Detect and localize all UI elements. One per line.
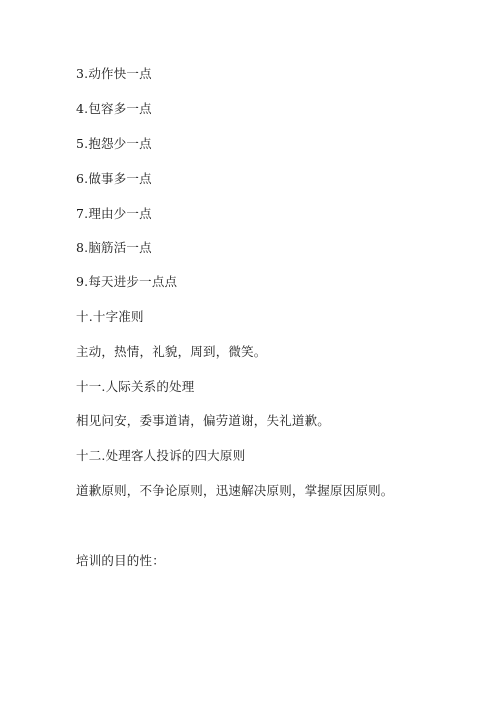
section-body-11: 相见问安，委事道请，偏劳道谢，失礼道歉。	[76, 413, 331, 428]
list-item-7: 7.理由少一点	[76, 206, 152, 221]
section-body-10: 主动，热情，礼貌，周到，微笑。	[76, 344, 267, 359]
list-item-9: 9.每天进步一点点	[76, 274, 178, 289]
section-body-12: 道歉原则，不争论原则，迅速解决原则，掌握原因原则。	[76, 483, 394, 498]
section-heading-12: 十二.处理客人投诉的四大原则	[76, 448, 246, 463]
section-heading-11: 十一.人际关系的处理	[76, 379, 195, 394]
list-item-6: 6.做事多一点	[76, 171, 152, 186]
list-item-3: 3.动作快一点	[76, 66, 152, 81]
section-heading-10: 十.十字准则	[76, 309, 144, 324]
list-item-5: 5.抱怨少一点	[76, 136, 152, 151]
training-purpose-heading: 培训的目的性：	[76, 553, 165, 568]
list-item-8: 8.脑筋活一点	[76, 240, 152, 255]
list-item-4: 4.包容多一点	[76, 101, 152, 116]
